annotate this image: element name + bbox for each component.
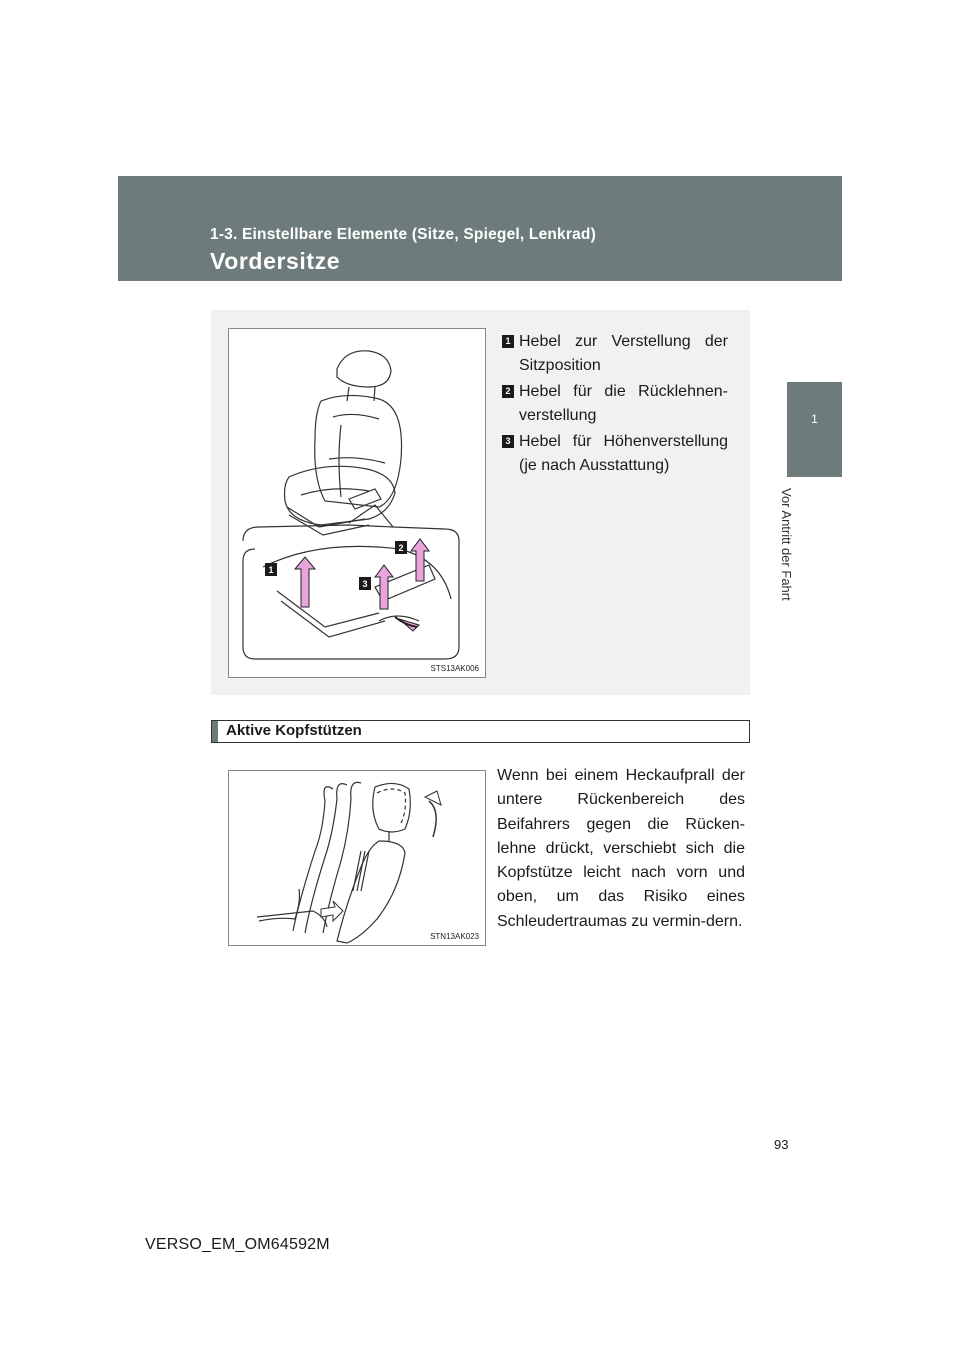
page-number: 93 (774, 1137, 789, 1152)
page-title: Vordersitze (210, 248, 341, 274)
chapter-tab-number: 1 (811, 412, 818, 426)
callout-2: 2 (398, 543, 404, 553)
legend-number: 1 (502, 335, 514, 348)
legend-list (502, 330, 728, 478)
section-heading-bar (211, 720, 750, 743)
chapter-header (118, 176, 842, 281)
callout-1: 1 (268, 565, 274, 575)
legend-item (502, 330, 728, 378)
figure-code: STS13AK006 (430, 664, 479, 673)
figure-code: STN13AK023 (430, 932, 479, 941)
headrest-drawing (229, 771, 485, 945)
section-paragraph: Wenn bei einem Heckaufprall der untere Rückenbereich des Beifahrers gegen die Rücken-lehne drückt, verschiebt sich die Kopfstütze leicht nach vorn und oben, um das Risiko eines Schleudertraumas zu vermin-dern. (497, 767, 745, 930)
section-heading-accent (212, 721, 218, 742)
seat-illustration (228, 328, 486, 678)
legend-number: 3 (502, 435, 514, 448)
chapter-side-label-text: Vor Antritt der Fahrt (779, 488, 794, 601)
chapter-tab (787, 382, 842, 477)
legend-number: 2 (502, 385, 514, 398)
chapter-side-label (779, 488, 804, 601)
section-heading: Aktive Kopfstützen (226, 722, 362, 739)
headrest-illustration (228, 770, 486, 946)
legend-text: Hebel zur Verstellung der Sitzposition (519, 333, 728, 374)
seat-figure-panel (211, 310, 750, 695)
seat-drawing (229, 329, 485, 677)
legend-text: Hebel für die Rücklehnen-verstellung (519, 383, 728, 424)
legend-item (502, 430, 728, 478)
legend-item (502, 380, 728, 428)
document-code: VERSO_EM_OM64592M (145, 1236, 330, 1253)
legend-text: Hebel für Höhenverstellung (je nach Ausstattung) (519, 433, 728, 474)
callout-3: 3 (362, 579, 368, 589)
section-label: 1-3. Einstellbare Elemente (Sitze, Spiegel, Lenkrad) (210, 226, 596, 243)
